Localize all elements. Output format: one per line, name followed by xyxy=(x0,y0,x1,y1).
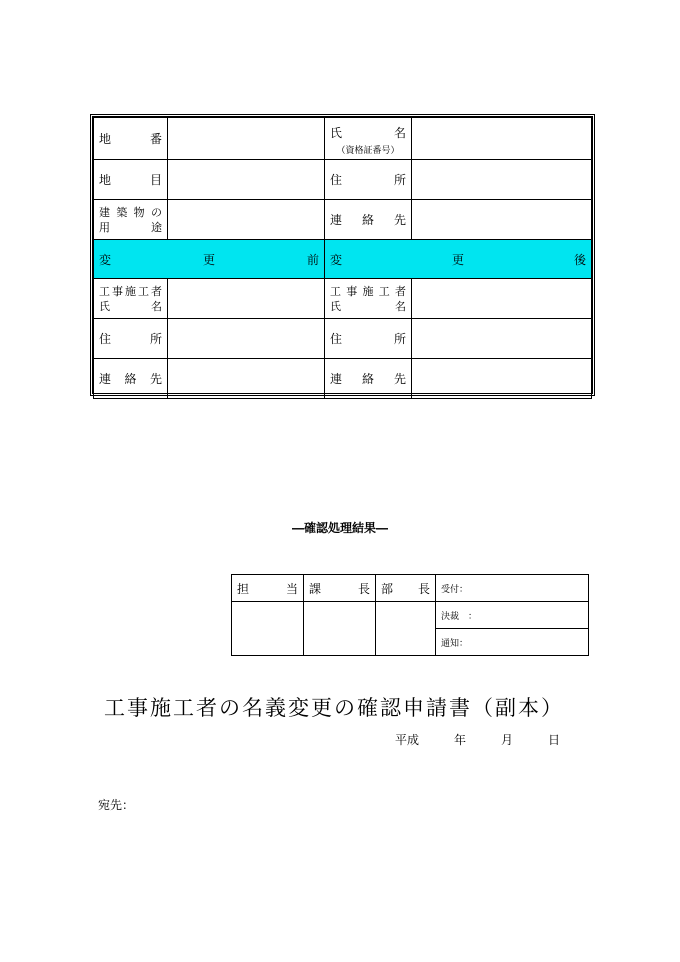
before-address-field[interactable] xyxy=(168,319,325,359)
year-label: 年 xyxy=(453,733,466,747)
name-label: 氏 名 （資格証番号） xyxy=(325,118,412,160)
before-address-label: 住 所 xyxy=(94,319,168,359)
before-contact-label: 連 絡 先 xyxy=(94,359,168,399)
decision-label: 決裁 ： xyxy=(436,602,589,629)
era-label: 平成 xyxy=(395,733,420,747)
land-category-field[interactable] xyxy=(168,160,325,200)
building-use-label: 建 築 物 の 用 途 xyxy=(94,200,168,240)
before-contractor-label: 工 事 施 工 者 氏 名 xyxy=(94,279,168,319)
after-address-field[interactable] xyxy=(412,319,592,359)
document-title: 工事施工者の名義変更の確認申請書（副本） xyxy=(104,696,564,720)
land-category-label: 地 目 xyxy=(94,160,168,200)
bucho-stamp-box[interactable] xyxy=(376,602,436,656)
before-contractor-field[interactable] xyxy=(168,279,325,319)
after-contact-label: 連 絡 先 xyxy=(325,359,412,399)
address-label: 住 所 xyxy=(325,160,412,200)
day-label: 日 xyxy=(547,733,560,747)
tanto-stamp-box[interactable] xyxy=(232,602,304,656)
after-contact-field[interactable] xyxy=(412,359,592,399)
lot-number-label: 地 番 xyxy=(94,118,168,160)
name-field[interactable] xyxy=(412,118,592,160)
kacho-stamp-box[interactable] xyxy=(304,602,376,656)
address-field[interactable] xyxy=(412,160,592,200)
date-line xyxy=(395,731,560,748)
tanto-header: 担 当 xyxy=(232,575,304,602)
confirmation-result-title: ―確認処理結果― xyxy=(291,521,388,535)
header-before-change: 変 更 前 xyxy=(94,240,325,279)
after-address-label: 住 所 xyxy=(325,319,412,359)
contact-field[interactable] xyxy=(412,200,592,240)
received-label: 受付： xyxy=(436,575,589,602)
kacho-header: 課 長 xyxy=(304,575,376,602)
header-after-change: 変 更 後 xyxy=(325,240,592,279)
bucho-header: 部 長 xyxy=(376,575,436,602)
lot-number-field[interactable] xyxy=(168,118,325,160)
contact-label: 連 絡 先 xyxy=(325,200,412,240)
license-number-sublabel: （資格証番号） xyxy=(336,145,400,156)
approval-stamp-table xyxy=(231,574,589,656)
notice-label: 通知： xyxy=(436,629,589,656)
application-form-table xyxy=(90,114,595,396)
building-use-field[interactable] xyxy=(168,200,325,240)
after-contractor-field[interactable] xyxy=(412,279,592,319)
after-contractor-label: 工 事 施 工 者 氏 名 xyxy=(325,279,412,319)
destination-label: 宛先： xyxy=(98,798,135,812)
month-label: 月 xyxy=(500,733,513,747)
before-contact-field[interactable] xyxy=(168,359,325,399)
